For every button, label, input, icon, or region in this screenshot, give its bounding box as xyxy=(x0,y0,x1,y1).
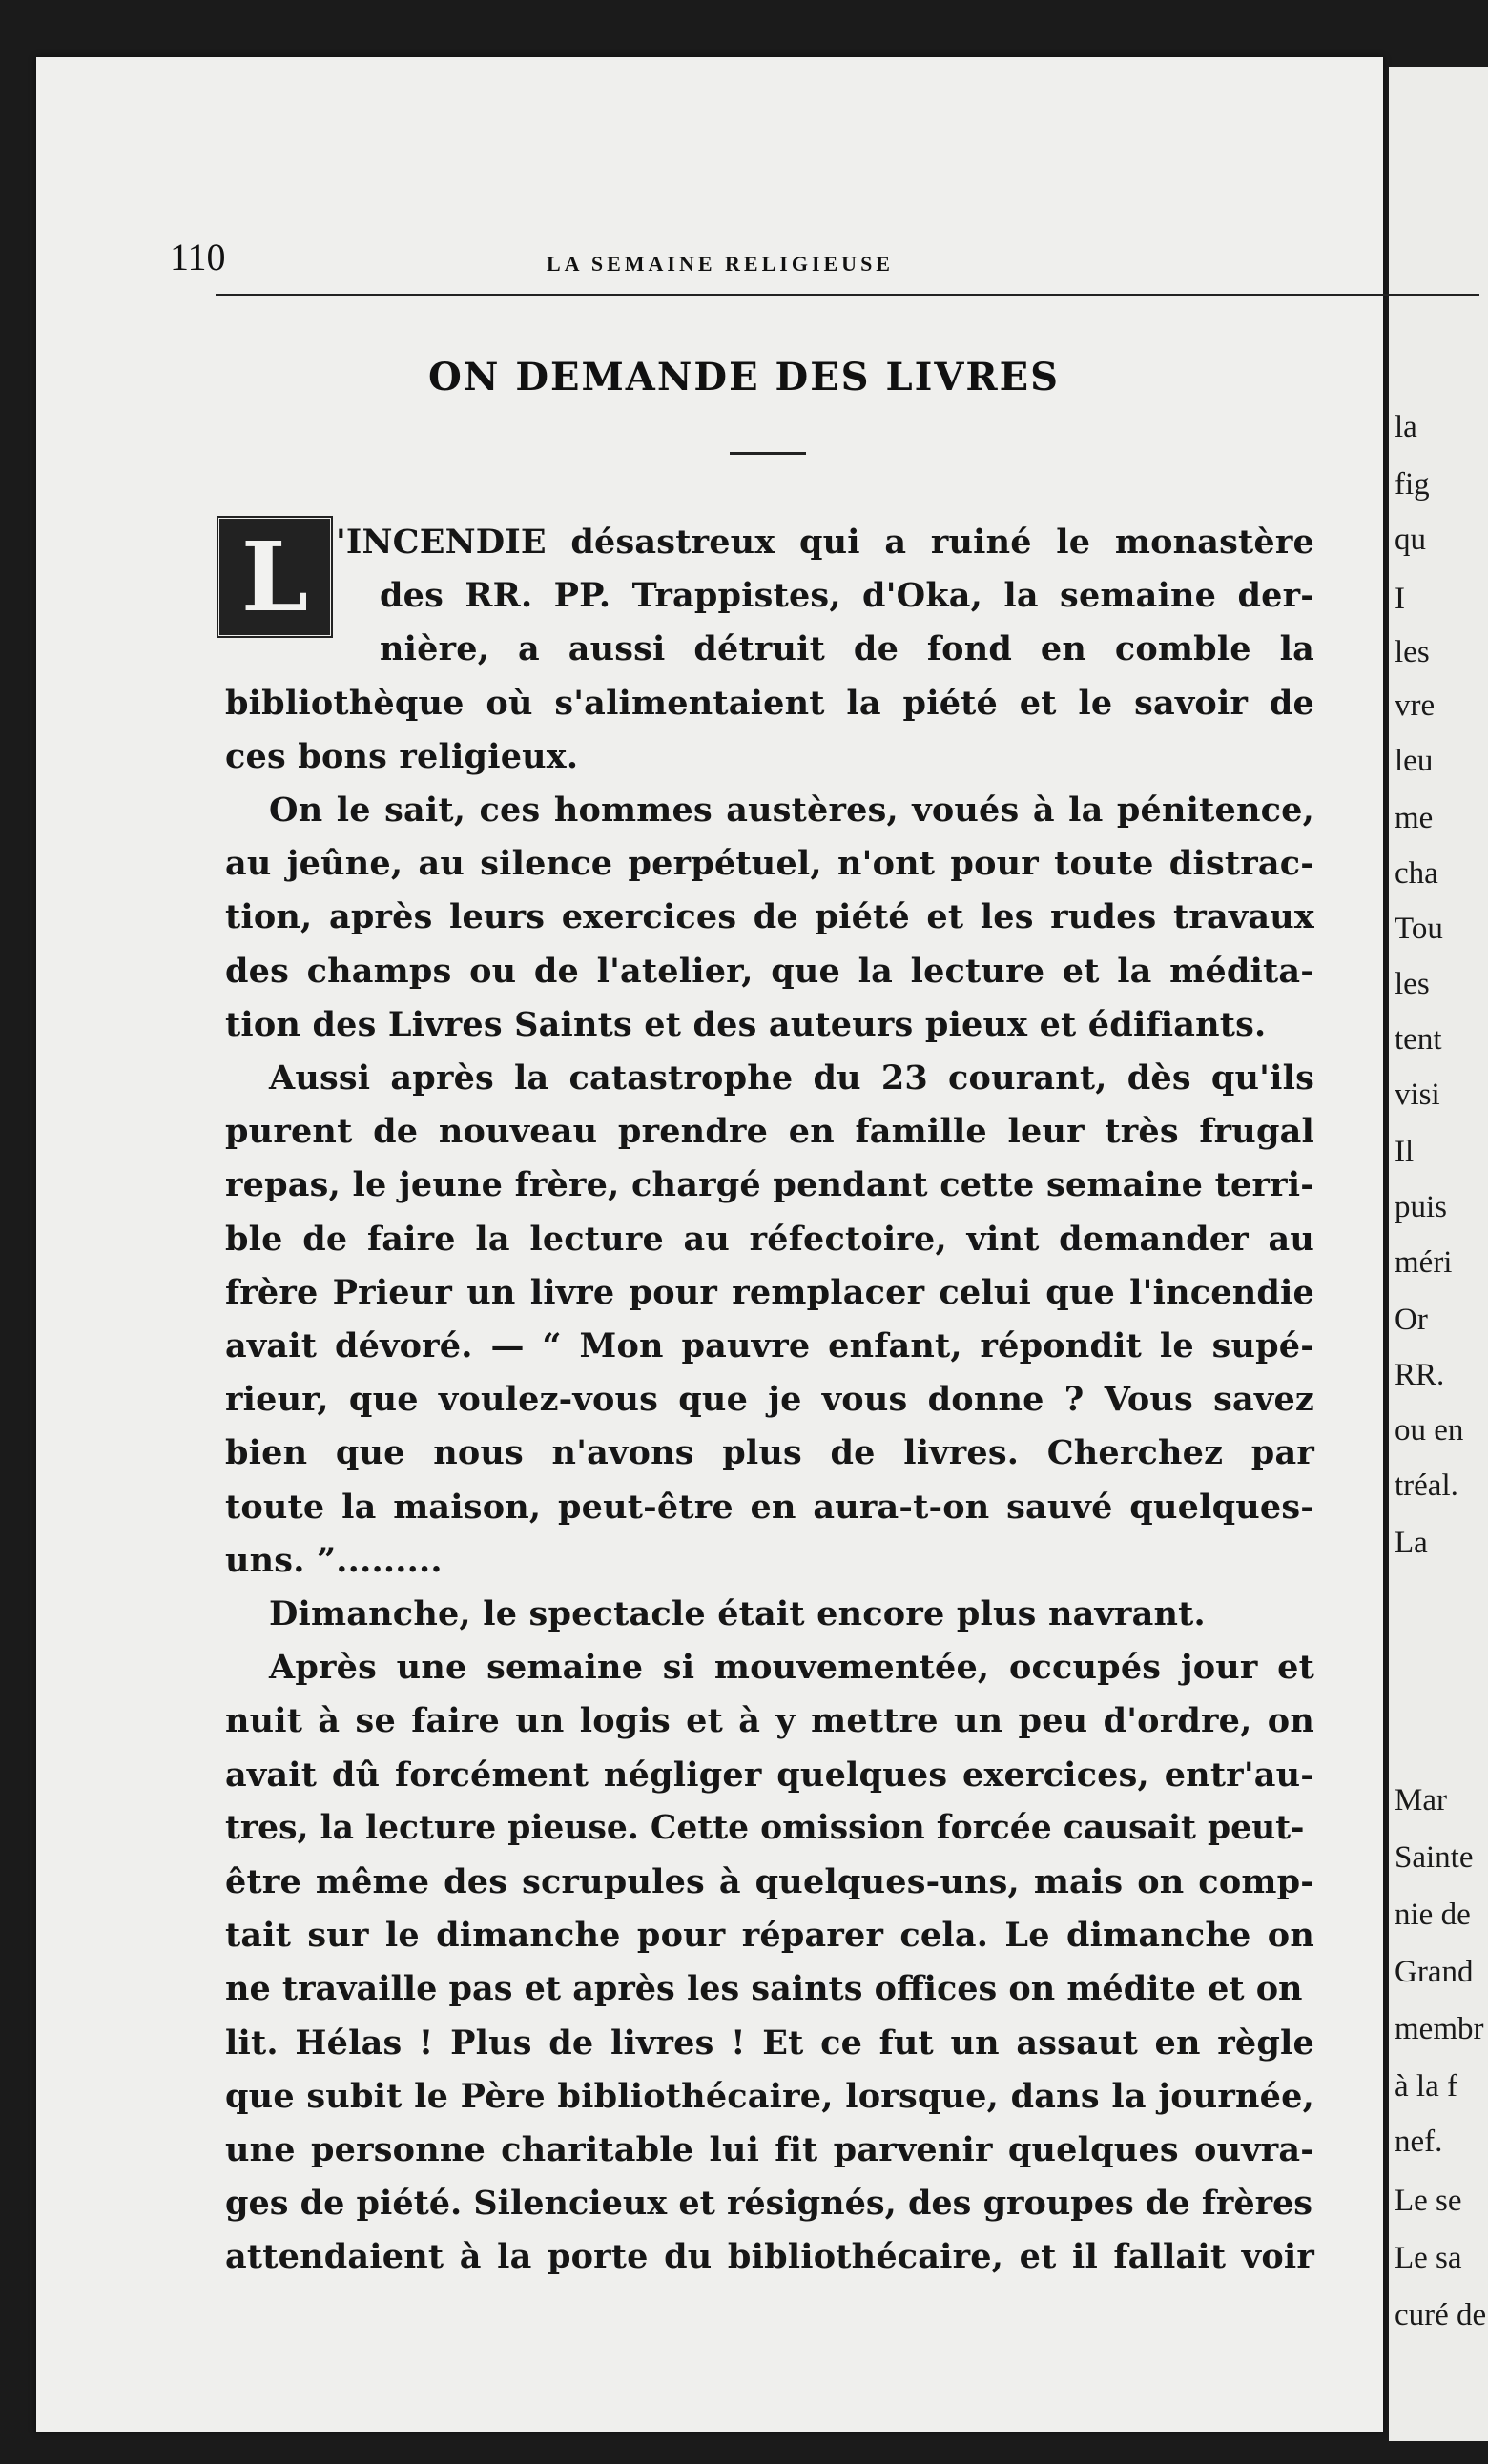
text-line: bibliothèque où s'alimentaient la piété et le savoir de xyxy=(225,683,1314,723)
next-page-text-fragment: nie de xyxy=(1395,1898,1471,1932)
text-line: tion, après leurs exercices de piété et les rudes travaux xyxy=(225,897,1314,937)
text-line: ges de piété. Silencieux et résignés, des groupes de frères xyxy=(225,2184,1313,2224)
text-line: Après une semaine si mouvementée, occupés jour et xyxy=(269,1648,1314,1688)
text-line: Aussi après la catastrophe du 23 courant, dès qu'ils xyxy=(269,1058,1314,1098)
next-page-text-fragment: cha xyxy=(1395,856,1438,891)
next-page-text-fragment: qu xyxy=(1395,523,1426,557)
next-page-text-fragment: membr xyxy=(1395,2012,1484,2046)
text-line: avait dû forcément négliger quelques exercices, entr'au- xyxy=(225,1755,1314,1795)
header-rule xyxy=(216,294,1479,296)
next-page-text-fragment: I xyxy=(1395,582,1405,616)
next-page-text-fragment: tréal. xyxy=(1395,1468,1458,1503)
next-page-text-fragment: les xyxy=(1395,967,1430,1001)
page-number: 110 xyxy=(170,236,226,278)
text-line: au jeûne, au silence perpétuel, n'ont pour toute distrac- xyxy=(225,844,1314,884)
text-line: avait dévoré. — “ Mon pauvre enfant, répondit le supé- xyxy=(225,1326,1314,1365)
text-line: On le sait, ces hommes austères, voués à la pénitence, xyxy=(269,791,1314,830)
next-page-text-fragment: Sainte xyxy=(1395,1840,1474,1875)
next-page-text-fragment: Il xyxy=(1395,1135,1415,1169)
next-page-text-fragment: Le sa xyxy=(1395,2241,1462,2275)
adjacent-page-edge xyxy=(1389,67,1488,2441)
text-line: une personne charitable lui fit parvenir quelques ouvra- xyxy=(225,2130,1314,2169)
next-page-text-fragment: Tou xyxy=(1395,912,1443,946)
next-page-text-fragment: à la f xyxy=(1395,2069,1457,2104)
next-page-text-fragment: leu xyxy=(1395,744,1434,778)
next-page-text-fragment: méri xyxy=(1395,1245,1453,1280)
text-line: repas, le jeune frère, chargé pendant cette semaine terri- xyxy=(225,1165,1314,1205)
next-page-text-fragment: Grand xyxy=(1395,1955,1474,1989)
next-page-text-fragment: fig xyxy=(1395,467,1430,502)
next-page-text-fragment: visi xyxy=(1395,1078,1440,1112)
text-line: 'INCENDIE désastreux qui a ruiné le monastère xyxy=(336,523,1314,562)
next-page-text-fragment: RR. xyxy=(1395,1358,1445,1392)
running-title: LA SEMAINE RELIGIEUSE xyxy=(547,252,894,276)
text-line: ne travaille pas et après les saints offices on médite et on xyxy=(225,1969,1303,2009)
drop-cap-initial: L xyxy=(216,515,334,639)
text-line: tion des Livres Saints et des auteurs pieux et édifiants. xyxy=(225,1004,1267,1044)
text-line: rieur, que voulez-vous que je vous donne ? Vous savez xyxy=(225,1380,1314,1420)
next-page-text-fragment: puis xyxy=(1395,1190,1448,1224)
text-line: uns. ”......... xyxy=(225,1540,443,1580)
next-page-text-fragment: tent xyxy=(1395,1022,1442,1057)
next-page-text-fragment: Le se xyxy=(1395,2184,1462,2218)
next-page-text-fragment: me xyxy=(1395,801,1434,835)
text-line: Dimanche, le spectacle était encore plus navrant. xyxy=(269,1594,1206,1633)
text-line: ble de faire la lecture au réfectoire, vint demander au xyxy=(225,1219,1314,1259)
text-line: purent de nouveau prendre en famille leur très frugal xyxy=(225,1112,1314,1152)
title-divider xyxy=(730,452,806,455)
next-page-text-fragment: Or xyxy=(1395,1303,1428,1337)
next-page-text-fragment: La xyxy=(1395,1526,1428,1560)
next-page-text-fragment: la xyxy=(1395,410,1417,444)
next-page-text-fragment: ou en xyxy=(1395,1413,1464,1448)
next-page-text-fragment: nef. xyxy=(1395,2125,1443,2159)
text-line: des champs ou de l'atelier, que la lecture et la médita- xyxy=(225,951,1314,991)
text-line: que subit le Père bibliothécaire, lorsque, dans la journée, xyxy=(225,2076,1314,2116)
next-page-text-fragment: vre xyxy=(1395,688,1436,723)
text-line: toute la maison, peut-être en aura-t-on sauvé quelques- xyxy=(225,1487,1314,1527)
text-line: lit. Hélas ! Plus de livres ! Et ce fut un assaut en règle xyxy=(225,2023,1314,2063)
text-line: nière, a aussi détruit de fond en comble la xyxy=(380,629,1314,669)
next-page-text-fragment: curé de xyxy=(1395,2298,1487,2332)
text-line: attendaient à la porte du bibliothécaire, et il fallait voir xyxy=(225,2237,1314,2277)
text-line: bien que nous n'avons plus de livres. Cherchez par xyxy=(225,1433,1314,1473)
text-line: des RR. PP. Trappistes, d'Oka, la semaine der- xyxy=(380,576,1314,616)
text-line: nuit à se faire un logis et à y mettre un peu d'ordre, on xyxy=(225,1701,1314,1741)
article-title: ON DEMANDE DES LIVRES xyxy=(428,355,1060,400)
text-line: tait sur le dimanche pour réparer cela. Le dimanche on xyxy=(225,1916,1314,1956)
text-line: frère Prieur un livre pour remplacer celui que l'incendie xyxy=(225,1272,1314,1312)
text-line: ces bons religieux. xyxy=(225,736,579,776)
text-line: être même des scrupules à quelques-uns, mais on comp- xyxy=(225,1862,1314,1901)
text-line: tres, la lecture pieuse. Cette omission forcée causait peut- xyxy=(225,1808,1305,1847)
next-page-text-fragment: les xyxy=(1395,635,1430,669)
next-page-text-fragment: Mar xyxy=(1395,1783,1447,1817)
